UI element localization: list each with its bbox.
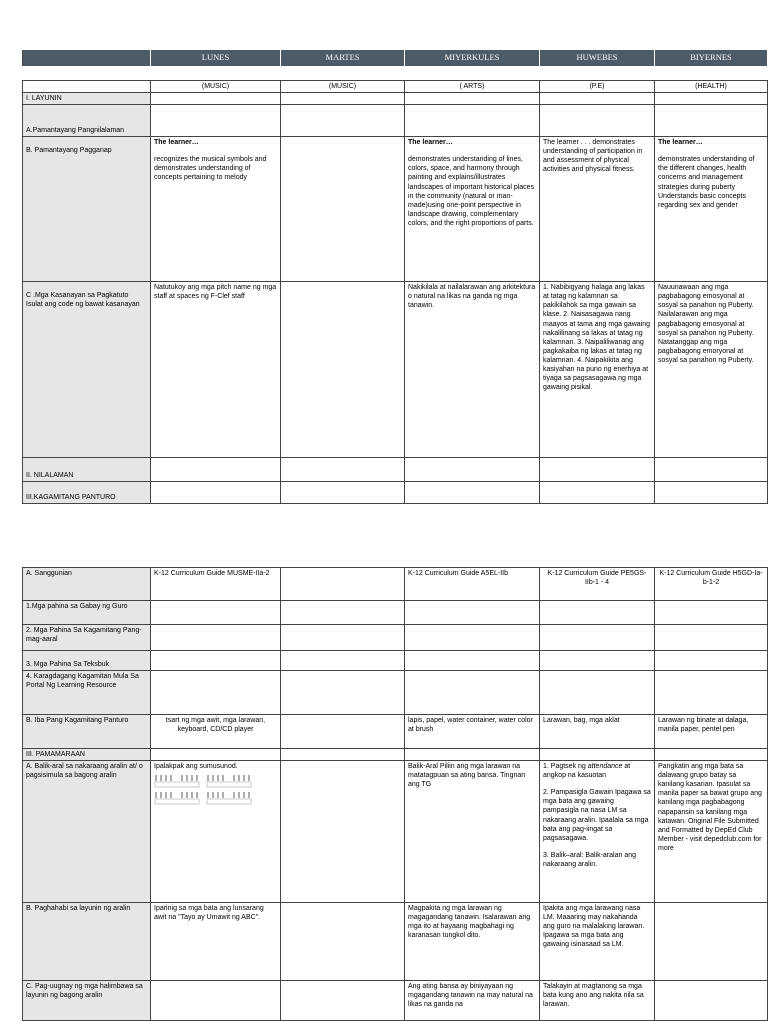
sanggunian-huwebes: K-12 Curriculum Guide PE5GS-IIb-1 - 4 <box>540 568 655 601</box>
kagamitang-panturo-label: III.KAGAMITANG PANTURO <box>23 482 151 504</box>
pag-uugnay-label: C. Pag-uugnay ng mga halimbawa sa layunin ng bagong aralin <box>23 981 151 1021</box>
paghahabi-label: B. Paghahabi sa layunin ng aralin <box>23 903 151 981</box>
nilalaman-row <box>23 458 768 482</box>
paghahabi-miyerkules: Magpakita ng mga larawan ng magagandang tanawin. Isalarawan ang mga ito at hayaang magbahagi ng karanasan tungkol dito. <box>405 903 540 981</box>
gabay-label: 1.Mga pahina sa Gabay ng Guro <box>23 601 151 625</box>
layunin-row <box>23 93 768 105</box>
balik-aral-label: A. Balik-aral sa nakaraang aralin at/ o pagsisimula sa bagong aralin <box>23 761 151 903</box>
iba-pang-lunes: tsart ng mga awit, mga larawan, keyboard, CD/CD player <box>151 715 281 749</box>
sanggunian-lunes: K-12 Curriculum Guide MUSME-IIa-2 <box>151 568 281 601</box>
paghahabi-huwebes: Ipakita ang mga larawang nasa LM. Maaaring may nakahanda ang guro na malalaking larawan. Ipagawa sa mga bata ang gawaing isinasaad sa LM. <box>540 903 655 981</box>
karagdagang-row <box>23 671 768 715</box>
balik-aral-huwebes: 1. Pagtsek ng attendance at angkop na kasuotan 2. Pampasigla Gawain Ipagawa sa mga bata ang gawaing pampasigla na nasa LM sa nakaraang aralin. Ipaalala sa mga bata ang pag-iingat sa pagsasagawa. 3. Balik–aral: Balik-aralan ang nakaraang aralin. <box>540 761 655 903</box>
iba-pang-label: B. Iba Pang Kagamitang Panturo <box>23 715 151 749</box>
iba-pang-huwebes: Larawan, bag, mga aklat <box>540 715 655 749</box>
header-blank-cell <box>23 50 151 67</box>
pamantayan-pagganap-label: B. Pamantayang Pagganap <box>23 137 151 282</box>
pagganap-martes <box>281 137 405 282</box>
iba-pang-row <box>23 715 768 749</box>
pamamaraan-label: III. PAMAMARAAN <box>23 749 151 761</box>
sanggunian-miyerkules: K-12 Curriculum Guide A5EL-IIb <box>405 568 540 601</box>
pamantayang-pangnilalaman-label: A.Pamantayang Pangnilalaman <box>23 105 151 137</box>
subject-miyerkules: ( ARTS) <box>405 81 540 93</box>
kasanayan-huwebes: 1. Nabibigyang halaga ang lakas at tatag ng kalamnan sa pakikilahok sa mga gawain sa klase. 2. Naisasagawa nang maayos at tama ang mga gawaing nakalilinang sa lakas at tatag ng kalamnan. 3. Naipaliliwanag ang pagkakaiba ng lakas at tatag ng kalamnan. 4. Naipakikita ang kasiyahan na puno ng enerhiya at tiyaga sa pagsasagawa ng mga gawaing pisikal. <box>540 282 655 458</box>
kasanayan-row <box>23 282 768 458</box>
pag-uugnay-huwebes: Talakayin at magtanong sa mga bata kung ano ang nakita nila sa larawan. <box>540 981 655 1021</box>
day-biyernes: BIYERNES <box>655 50 768 67</box>
kagamitang-panturo-row <box>23 482 768 504</box>
pamamaraan-row <box>23 749 768 761</box>
teksbuk-row <box>23 651 768 671</box>
rhythm-patterns <box>154 774 277 805</box>
pagganap-miyerkules: The learner… demonstrates understanding of lines, colors, space, and harmony through painting and explains/illustrates landscapes of important historical places in the community (natural or man-made)using one-point perspective in landscape drawing, complementary colors, and the right proportions of parts. <box>405 137 540 282</box>
pamantayan-pagganap-row <box>23 137 768 282</box>
layunin-label: I. LAYUNIN <box>23 93 151 105</box>
iba-pang-biyernes: Larawan ng binate at dalaga, manila paper, pentel pen <box>655 715 768 749</box>
day-header-table <box>22 49 768 67</box>
gabay-row <box>23 601 768 625</box>
pag-uugnay-row <box>23 981 768 1021</box>
kasanayan-miyerkules: Nakikilala at nailalarawan ang arkitektura o natural na likas na ganda ng mga tanawin. <box>405 282 540 458</box>
paghahabi-lunes: Iparinig sa mga bata ang lunsarang awit na "Tayo ay Umawit ng ABC". <box>151 903 281 981</box>
kasanayan-martes <box>281 282 405 458</box>
pagganap-biyernes: The learner… demonstrates understanding of the different changes, health concerns and management strategies during puberty Understands basic concepts regarding sex and gender <box>655 137 768 282</box>
rhythm-pattern-1 <box>154 774 258 788</box>
subject-lunes: (MUSIC) <box>151 81 281 93</box>
subject-martes: (MUSIC) <box>281 81 405 93</box>
sanggunian-row <box>23 568 768 601</box>
balik-aral-biyernes: Pangkatin ang mga bata sa dalawang grupo batay sa kanilang kasarian. Ipasulat sa manila paper sa bawat grupo ang kanilang mga pagbabagong napapansin sa kanilang mga katawan. Original File Submitted and Formatted by DepEd Club Member - visit depedclub.com for more <box>655 761 768 903</box>
subject-biyernes: (HEALTH) <box>655 81 768 93</box>
pag-uugnay-miyerkules: Ang ating bansa ay biniyayaan ng mgagandang tanawin na may natural na likas na ganda na <box>405 981 540 1021</box>
kagamitang-mag-aaral-label: 2. Mga Pahina Sa Kagamitang Pang-mag-aaral <box>23 625 151 651</box>
karagdagang-label: 4. Karagdagang Kagamitan Mula Sa Portal Ng Learning Resource <box>23 671 151 715</box>
sanggunian-biyernes: K-12 Curriculum Guide H5GD-Ia-b-1-2 <box>655 568 768 601</box>
subject-blank-cell <box>23 81 151 93</box>
kasanayan-lunes: Natutukoy ang mga pitch name ng mga staff at spaces ng F-Clef staff <box>151 282 281 458</box>
balik-aral-lunes: Ipalakpak ang sumusunod. <box>151 761 281 903</box>
iba-pang-miyerkules: lapis, papel, water container, water color at brush <box>405 715 540 749</box>
teksbuk-label: 3. Mga Pahina Sa Teksbuk <box>23 651 151 671</box>
day-header-row <box>23 50 768 67</box>
objectives-table <box>22 80 768 504</box>
balik-aral-row <box>23 761 768 903</box>
procedures-table <box>22 567 768 1021</box>
kagamitang-mag-aaral-row <box>23 625 768 651</box>
sanggunian-label: A. Sanggunian <box>23 568 151 601</box>
pagganap-lunes: The learner… recognizes the musical symbols and demonstrates understanding of concepts pertaining to melody <box>151 137 281 282</box>
day-miyerkules: MIYERKULES <box>405 50 540 67</box>
day-lunes: LUNES <box>151 50 281 67</box>
paghahabi-row <box>23 903 768 981</box>
rhythm-pattern-2 <box>154 791 258 805</box>
kasanayan-biyernes: Nauunawaan ang mga pagbabagong emosyonal at sosyal sa panahon ng Puberty. Nailalarawan ang mga pagbabagong emosyonal at sosyal sa panahon ng Puberty. Natatanggap ang mga pagbabagong emoryonal at sosyal sa panahon ng Puberty. <box>655 282 768 458</box>
subject-huwebes: (P.E) <box>540 81 655 93</box>
pamantayang-pangnilalaman-row <box>23 105 768 137</box>
day-martes: MARTES <box>281 50 405 67</box>
nilalaman-label: II. NILALAMAN <box>23 458 151 482</box>
day-huwebes: HUWEBES <box>540 50 655 67</box>
kasanayan-label: C .Mga Kasanayan sa Pagkatuto Isulat ang code ng bawat kasanayan <box>23 282 151 458</box>
balik-aral-miyerkules: Balik-Aral Piliin ang mga larawan na matatagpuan sa ating bansa. Tingnan ang TG <box>405 761 540 903</box>
pagganap-huwebes: The learner . . . demonstrates understanding of participation in and assessment of physical activities and physical fitness. <box>540 137 655 282</box>
subject-row <box>23 81 768 93</box>
